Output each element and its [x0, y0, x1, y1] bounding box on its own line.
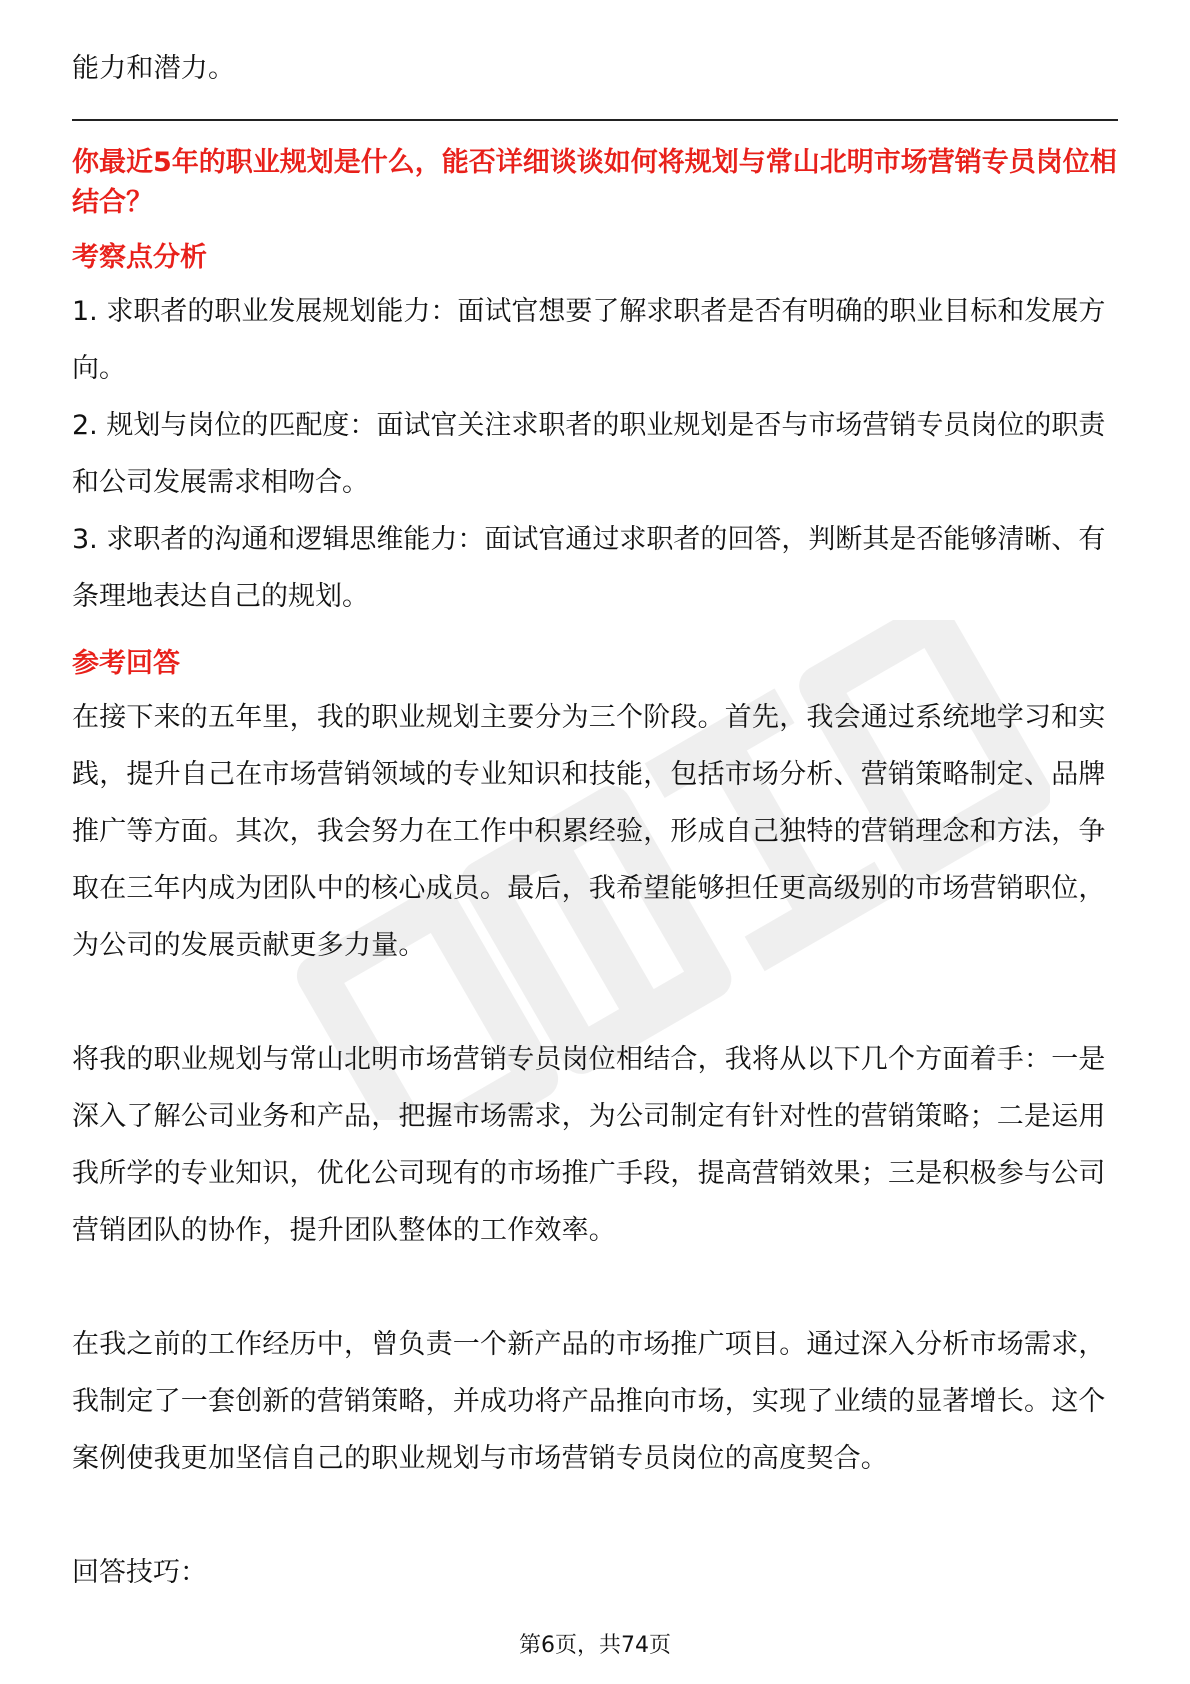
content-column: [72, 40, 1118, 1601]
reference-title: 参考回答: [72, 648, 180, 679]
question-heading: 你最近5年的职业规划是什么，能否详细谈谈如何将规划与常山北明市场营销专员岗位相结合？: [72, 147, 1117, 218]
analysis-item-2: 2. 规划与岗位的匹配度：面试官关注求职者的职业规划是否与市场营销专员岗位的职责和公司发展需求相吻合。: [72, 410, 1106, 498]
paragraph-gap: [72, 1259, 1118, 1316]
reference-paragraph-1: 在接下来的五年里，我的职业规划主要分为三个阶段。首先，我会通过系统地学习和实践，提升自己在市场营销领域的专业知识和技能，包括市场分析、营销策略制定、品牌推广等方面。其次，我会努力在工作中积累经验，形成自己独特的营销理念和方法，争取在三年内成为团队中的核心成员。最后，我希望能够担任更高级别的市场营销职位，为公司的发展贡献更多力量。: [72, 702, 1106, 961]
analysis-item-1: 1. 求职者的职业发展规划能力：面试官想要了解求职者是否有明确的职业目标和发展方向。: [72, 296, 1106, 384]
intro-tail-text: 能力和潜力。: [72, 53, 236, 84]
reference-paragraph-3: 在我之前的工作经历中，曾负责一个新产品的市场推广项目。通过深入分析市场需求，我制定了一套创新的营销策略，并成功将产品推向市场，实现了业绩的显著增长。这个案例使我更加坚信自己的职业规划与市场营销专员岗位的高度契合。: [72, 1329, 1106, 1474]
section-divider: [72, 119, 1118, 121]
analysis-title: 考察点分析: [72, 242, 207, 273]
reference-paragraph-2: 将我的职业规划与常山北明市场营销专员岗位相结合，我将从以下几个方面着手：一是深入了解公司业务和产品，把握市场需求，为公司制定有针对性的营销策略；二是运用我所学的专业知识，优化公司现有的市场推广手段，提高营销效果；三是积极参与公司营销团队的协作，提升团队整体的工作效率。: [72, 1044, 1106, 1246]
page-number-footer: 第6页，共74页: [519, 1633, 671, 1658]
tips-label: 回答技巧：: [72, 1557, 207, 1588]
paragraph-gap: [72, 974, 1118, 1031]
analysis-item-3: 3. 求职者的沟通和逻辑思维能力：面试官通过求职者的回答，判断其是否能够清晰、有条理地表达自己的规划。: [72, 524, 1106, 612]
paragraph-gap: [72, 1487, 1118, 1544]
